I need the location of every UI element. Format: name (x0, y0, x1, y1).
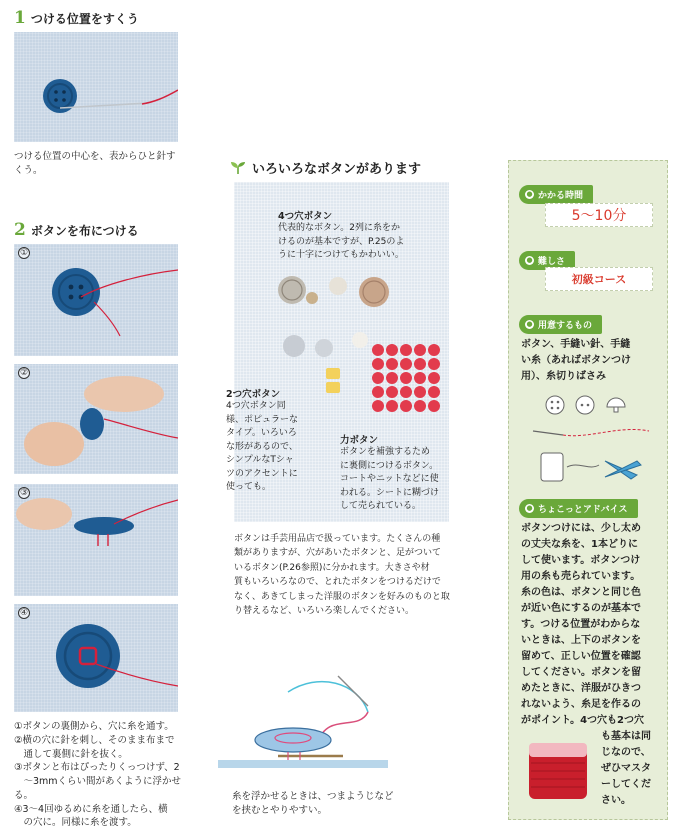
body-line: いるボタン(P.26参照)に分かれます。大きさや材 (234, 562, 430, 573)
two-hole-line: タイプ。いろいろ (226, 428, 297, 438)
photo-label: ② (19, 368, 29, 378)
materials-text (521, 337, 661, 385)
materials-tag (519, 311, 602, 334)
advice-tag (519, 495, 638, 518)
advice-line: じなので、 (601, 747, 651, 758)
advice-line: ボタンつけには、少し太め (521, 523, 641, 534)
toothpick-caption-line: 糸を浮かせるときは、つまようじなど (232, 791, 394, 802)
strength-button-description (340, 432, 452, 514)
step1-number: 1 (14, 8, 26, 28)
advice-line: してください。ボタンを留 (521, 667, 641, 678)
four-hole-description (278, 208, 448, 263)
step2-caption-line: ①ボタンの裏側から、穴に糸を通す。 (14, 721, 174, 732)
step2-photo-3 (14, 484, 178, 596)
body-line: なく、あきてしまった洋服のボタンを好みのものと取 (234, 591, 450, 602)
red-buttons-sheet-illustration (370, 342, 442, 422)
step2-caption-line: 通して裏側に針を抜く。 (14, 748, 128, 760)
two-hole-line: ツのアクセントに (226, 468, 298, 479)
step2-caption-line: の穴に。同様に糸を渡す。 (14, 817, 137, 829)
button-thread-illustration (14, 244, 178, 356)
toothpick-caption (232, 790, 442, 818)
step2-number: 2 (14, 220, 26, 240)
step1-caption-line: くう。 (14, 164, 43, 176)
two-hole-line: シンプルなTシャ (226, 455, 294, 465)
buttons-section-title (230, 158, 421, 177)
body-line: 類がありますが、穴があいたボタンと、足がついて (234, 548, 442, 559)
step2-captions (14, 720, 194, 829)
advice-line: めたときに、洋服がひきつ (521, 683, 641, 694)
advice-line: ーしてくだ (601, 779, 651, 790)
two-hole-line: 使っても。 (226, 482, 272, 492)
four-hole-line: 代表的なボタン。2列に糸をか (278, 223, 401, 233)
lightbulb-icon: ● (526, 504, 533, 512)
two-hole-line: 4つ穴ボタン同 (226, 401, 286, 411)
toothpick-caption-line: を挟むとやりやすい。 (232, 804, 328, 816)
two-hole-line: 様、ポピュラーな (226, 414, 299, 425)
advice-line: 留めて、正しい位置を確認 (521, 651, 641, 662)
step2-caption-line: ③ボタンと布はぴったりくっつけず、2 (14, 762, 180, 774)
buttons-photo (226, 182, 449, 522)
step2-photo-2 (14, 364, 178, 474)
step2-photo-1 (14, 244, 178, 356)
advice-line: す。つける位置がわからな (521, 619, 641, 630)
yellow-buttons-illustration (324, 366, 344, 396)
button-on-fabric-illustration (14, 32, 178, 142)
advice-line: いときは、上下のボタンを (521, 635, 641, 646)
photo-label: ④ (19, 608, 29, 618)
toothpick-technique-illustration (218, 672, 398, 782)
strength-line: コートやニットなどに使 (340, 474, 439, 484)
advice-line: 糸の色は、ボタンと同じ色 (521, 587, 641, 598)
photo-label: ① (19, 248, 29, 258)
materials-line: ボタン、手縫い針、手縫 (521, 339, 631, 350)
button-lifted-illustration (14, 484, 178, 596)
hands-sewing-illustration (14, 364, 178, 474)
step1-caption (14, 150, 184, 178)
materials-illustration (519, 391, 659, 487)
four-hole-line: けるのが基本ですが、P.25のよ (278, 236, 405, 247)
two-hole-description (226, 386, 316, 495)
step2-title: ボタンを布につける (30, 223, 139, 238)
finished-button-illustration (14, 604, 178, 712)
materials-label: 用意するもの (538, 321, 593, 331)
two-hole-line: な形があるので、 (226, 441, 298, 452)
star-icon: ● (526, 256, 533, 264)
difficulty-label: 難しさ (538, 257, 566, 267)
bag-icon: ● (526, 320, 533, 328)
materials-line: い糸（あればボタンつけ (521, 355, 631, 366)
advice-line: がポイント。4つ穴も2つ穴 (521, 715, 645, 726)
strength-line: ボタンを補強するため (340, 447, 431, 457)
difficulty-value: 初級コース (545, 267, 653, 291)
advice-line: ぜひマスタ (601, 763, 651, 774)
strength-heading: 力ボタン (340, 435, 379, 446)
step1-photo (14, 32, 178, 142)
strength-line: に裏側につけるボタン。 (340, 460, 439, 471)
sprout-icon (230, 161, 246, 175)
step2-caption-line: 〜3mmくらい間があくように浮かせる。 (14, 776, 182, 801)
clock-icon: ● (526, 190, 533, 198)
strength-line: われる。シートに糊づけ (340, 487, 440, 498)
advice-label: ちょこっとアドバイス (538, 505, 628, 515)
time-value: 5〜10分 (545, 203, 653, 227)
step1-caption-line: つける位置の中心を、表からひと針す (14, 151, 176, 162)
advice-line: して使います。ボタンつけ (521, 555, 641, 566)
body-line: り替えるなど、いろいろ楽しんでください。 (234, 605, 415, 616)
step2-heading (14, 220, 139, 240)
photo-label: ③ (19, 488, 29, 498)
time-label: かかる時間 (538, 191, 584, 201)
buttons-body-text (234, 532, 474, 618)
body-line: 質もいろいろなので、とれたボタンをつけるだけで (234, 577, 441, 588)
advice-line: の丈夫な糸を、1本どりに (521, 539, 638, 550)
four-hole-heading: 4つ穴ボタン (278, 211, 333, 222)
thread-spool-illustration (523, 729, 595, 809)
materials-line: 用）、糸切りばさみ (521, 371, 606, 382)
advice-line: も基本は同 (601, 731, 651, 742)
advice-line: れないよう、糸足を作るの (521, 699, 641, 710)
step2-caption-line: ④3〜4回ゆるめに糸を通したら、横 (14, 803, 168, 815)
step2-caption-line: ②横の穴に針を刺し、そのまま布まで (14, 734, 175, 746)
info-panel (508, 160, 668, 820)
two-hole-heading: 2つ穴ボタン (226, 389, 281, 400)
step2-photo-4 (14, 604, 178, 712)
advice-line: さい。 (601, 795, 631, 806)
body-line: ボタンは手芸用品店で扱っています。たくさんの種 (234, 534, 441, 544)
advice-line: が近い色にするのが基本で (521, 603, 641, 614)
advice-line: 用の糸も売られています。 (521, 571, 641, 582)
strength-line: して売られている。 (340, 501, 422, 511)
step1-heading (14, 8, 139, 28)
buttons-section-title-text: いろいろなボタンがあります (252, 162, 422, 177)
step1-title: つける位置をすくう (30, 11, 139, 26)
four-hole-line: うに十字につけてもかわいい。 (278, 250, 404, 260)
time-tag (519, 181, 593, 204)
